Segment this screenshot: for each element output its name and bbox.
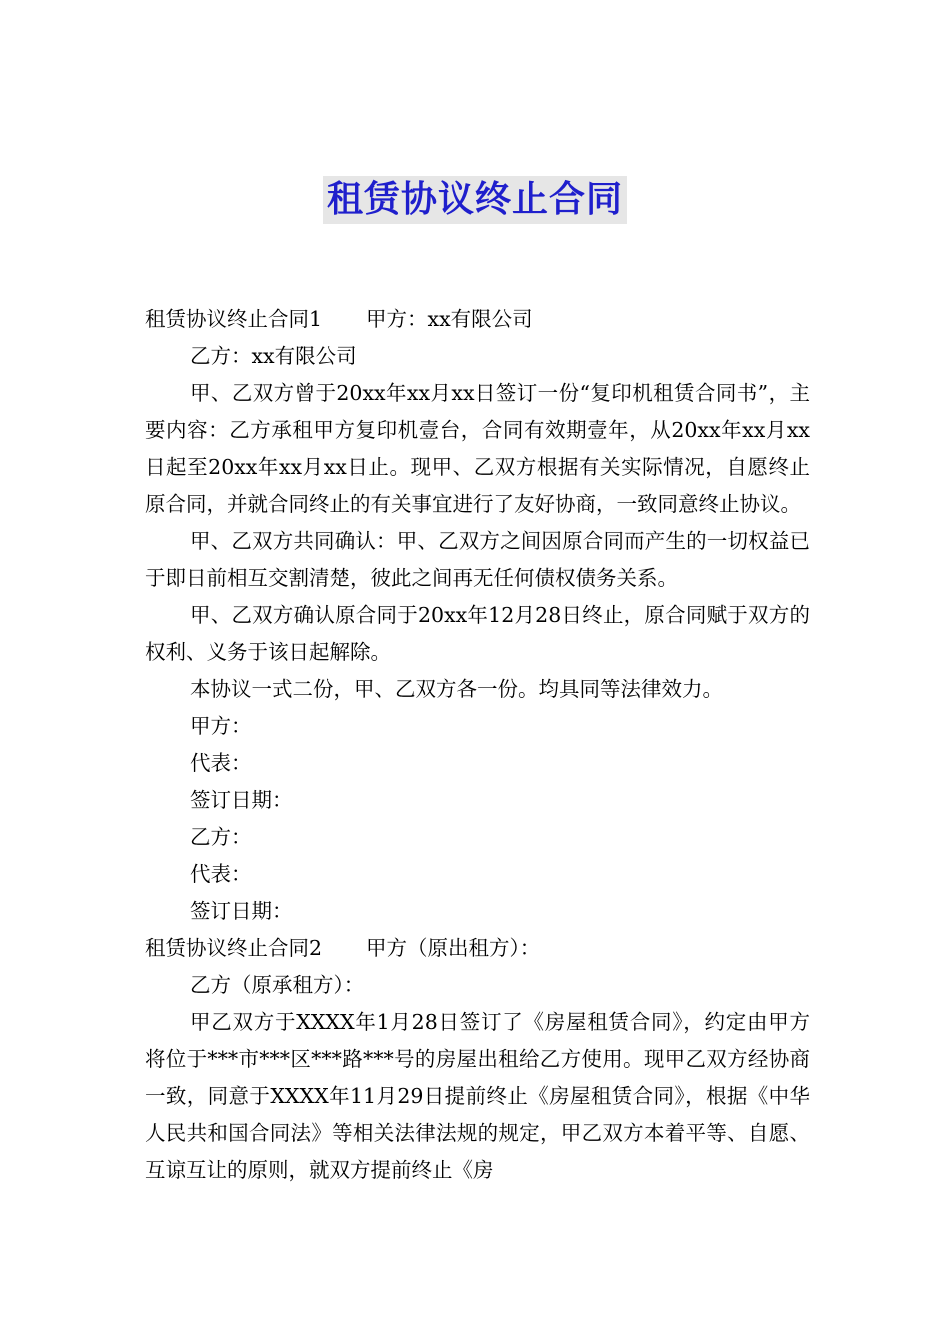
section1-sign-party-b: 乙方： — [190, 825, 252, 849]
section1-sign-date-a: 签订日期： — [190, 788, 293, 812]
document-body — [145, 301, 810, 1189]
section1-representative-a: 代表： — [190, 751, 252, 775]
section1-paragraph-3: 甲、乙双方确认原合同于20xx年12月28日终止，原合同赋于双方的权利、义务于该日起解除。 — [145, 603, 810, 664]
title-container — [0, 176, 950, 224]
section2-heading: 租赁协议终止合同2 — [145, 936, 323, 960]
section1-representative-b: 代表： — [190, 862, 252, 886]
document-title: 租赁协议终止合同 — [323, 176, 627, 224]
section2-party-b: 乙方（原承租方）： — [190, 973, 365, 997]
section1-paragraph-1: 甲、乙双方曾于20xx年xx月xx日签订一份“复印机租赁合同书”，主要内容：乙方承租甲方复印机壹台，合同有效期壹年，从20xx年xx月xx日起至20xx年xx月xx日止。现甲、乙双方根据有关实际情况，自愿终止原合同，并就合同终止的有关事宜进行了友好协商，一致同意终止协议。 — [145, 381, 810, 516]
section1-sign-date-b: 签订日期： — [190, 899, 293, 923]
section1-paragraph-4: 本协议一式二份，甲、乙双方各一份。均具同等法律效力。 — [190, 677, 723, 701]
section2-heading-line — [145, 930, 810, 967]
section1-heading: 租赁协议终止合同1 — [145, 307, 323, 331]
section1-party-a: 甲方：xx有限公司 — [366, 307, 533, 331]
section1-paragraph-2: 甲、乙双方共同确认：甲、乙双方之间因原合同而产生的一切权益已于即日前相互交割清楚，彼此之间再无任何债权债务关系。 — [145, 529, 810, 590]
section2-party-a: 甲方（原出租方）： — [366, 936, 541, 960]
section1-party-b: 乙方：xx有限公司 — [190, 344, 357, 368]
section1-heading-line — [145, 301, 810, 338]
section2-paragraph-1: 甲乙双方于XXXX年1月28日签订了《房屋租赁合同》，约定由甲方将位于***市***区***路***号的房屋出租给乙方使用。现甲乙双方经协商一致，同意于XXXX年11月29日提前终止《房屋租赁合同》，根据《中华人民共和国合同法》等相关法律法规的规定，甲乙双方本着平等、自愿、互谅互让的原则，就双方提前终止《房 — [145, 1010, 810, 1182]
section1-sign-party-a: 甲方： — [190, 714, 252, 738]
